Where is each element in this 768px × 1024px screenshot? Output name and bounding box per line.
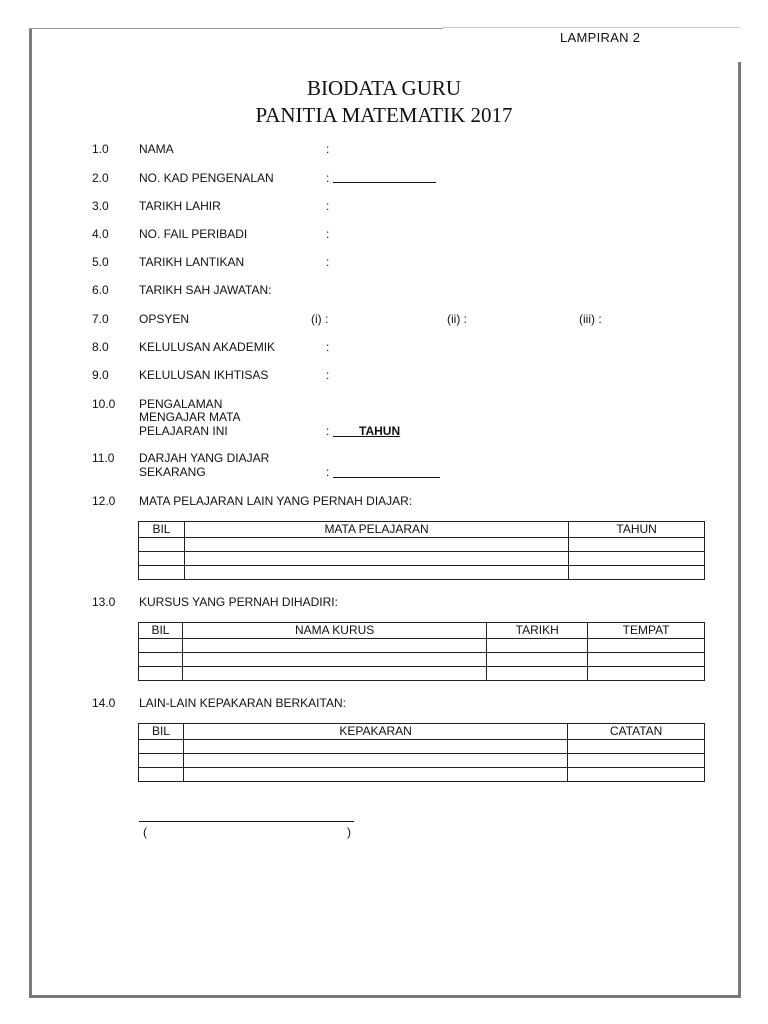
- table-cell[interactable]: [588, 653, 705, 667]
- section-label-kepakaran: LAIN-LAIN KEPAKARAN BERKAITAN:: [139, 696, 346, 710]
- document-subtitle: PANITIA MATEMATIK 2017: [255, 103, 513, 127]
- column-header: TARIKH: [487, 623, 588, 639]
- field-colon: :: [326, 424, 330, 438]
- field-colon: :: [326, 255, 330, 269]
- column-header: MATA PELAJARAN: [184, 522, 568, 538]
- table-cell[interactable]: [183, 740, 567, 754]
- table-row: [139, 754, 705, 768]
- field-colon: :: [326, 199, 330, 213]
- table-cell[interactable]: [139, 667, 183, 681]
- table-cell[interactable]: [139, 552, 185, 566]
- field-label-darjah-1: DARJAH YANG DIAJAR: [139, 451, 270, 465]
- field-number: 10.0: [92, 397, 116, 411]
- table-row: [139, 566, 705, 580]
- answer-line: [333, 477, 440, 478]
- signature-close-paren: ): [347, 825, 351, 839]
- table-cell[interactable]: [183, 754, 567, 768]
- column-header: NAMA KURUS: [182, 623, 486, 639]
- column-header: CATATAN: [568, 724, 705, 740]
- table-cell[interactable]: [487, 667, 588, 681]
- table-row: [139, 653, 705, 667]
- page-border-right: [738, 62, 741, 998]
- section-label-mata-pelajaran: MATA PELAJARAN LAIN YANG PERNAH DIAJAR:: [139, 494, 413, 508]
- option-i-label: (i) :: [311, 312, 329, 326]
- section-number: 13.0: [92, 595, 116, 609]
- table-cell[interactable]: [139, 754, 184, 768]
- table-cell[interactable]: [588, 667, 705, 681]
- field-label-kad-pengenalan: NO. KAD PENGENALAN: [139, 171, 274, 185]
- table-cell[interactable]: [139, 566, 185, 580]
- field-colon: :: [326, 465, 330, 479]
- answer-line: [333, 182, 436, 183]
- signature-line: [139, 821, 354, 822]
- table-cell[interactable]: [182, 667, 486, 681]
- table-cell[interactable]: [568, 754, 705, 768]
- field-colon: :: [326, 368, 330, 382]
- field-label-opsyen: OPSYEN: [139, 312, 190, 326]
- section-label-kursus: KURSUS YANG PERNAH DIHADIRI:: [139, 595, 338, 609]
- table-row: [139, 768, 705, 782]
- field-label-kelulusan-ikhtisas: KELULUSAN IKHTISAS: [139, 368, 269, 382]
- table-cell[interactable]: [182, 639, 486, 653]
- table-cell[interactable]: [183, 768, 567, 782]
- field-number: 6.0: [92, 283, 109, 297]
- table-row: [139, 667, 705, 681]
- signature-open-paren: (: [143, 825, 147, 839]
- field-colon: :: [326, 171, 330, 185]
- field-colon: :: [326, 340, 330, 354]
- column-header: BIL: [139, 623, 183, 639]
- column-header: TEMPAT: [588, 623, 705, 639]
- table-cell[interactable]: [568, 768, 705, 782]
- table-cell[interactable]: [184, 566, 568, 580]
- section-number: 14.0: [92, 696, 116, 710]
- field-number: 11.0: [92, 451, 115, 465]
- field-label-kelulusan-akademik: KELULUSAN AKADEMIK: [139, 340, 276, 354]
- table-cell[interactable]: [139, 639, 183, 653]
- option-iii-label: (iii) :: [579, 312, 602, 326]
- column-header: BIL: [139, 522, 185, 538]
- table-cell[interactable]: [139, 768, 184, 782]
- section-number: 12.0: [92, 494, 116, 508]
- table-header-row: [139, 522, 705, 538]
- document-title: BIODATA GURU: [306, 76, 462, 100]
- field-number: 3.0: [92, 199, 109, 213]
- answer-line: [333, 436, 359, 437]
- field-label-nama: NAMA: [139, 142, 174, 156]
- field-label-pengalaman-3: PELAJARAN INI: [139, 424, 228, 438]
- table-cell[interactable]: [139, 538, 185, 552]
- table-cell[interactable]: [569, 552, 705, 566]
- field-label-tarikh-lahir: TARIKH LAHIR: [139, 199, 221, 213]
- table-cell[interactable]: [569, 538, 705, 552]
- field-colon: :: [326, 227, 330, 241]
- page-border-left: [29, 29, 32, 998]
- table-header-row: [139, 623, 705, 639]
- table-cell[interactable]: [184, 538, 568, 552]
- table-cell[interactable]: [139, 653, 183, 667]
- table-cell[interactable]: [569, 566, 705, 580]
- table-cell[interactable]: [487, 653, 588, 667]
- field-number: 1.0: [92, 142, 109, 156]
- table-cell[interactable]: [487, 639, 588, 653]
- field-label-tarikh-lantikan: TARIKH LANTIKAN: [139, 255, 245, 269]
- table-cell[interactable]: [139, 740, 184, 754]
- attachment-label: LAMPIRAN 2: [560, 30, 641, 45]
- column-header: KEPAKARAN: [183, 724, 567, 740]
- page-border-top: [29, 28, 443, 29]
- table-header-row: [139, 724, 705, 740]
- table-row: [139, 639, 705, 653]
- field-number: 9.0: [92, 368, 109, 382]
- table-cell[interactable]: [568, 740, 705, 754]
- table-row: [139, 552, 705, 566]
- table-row: [139, 740, 705, 754]
- subjects-table: [138, 521, 705, 580]
- field-colon: :: [326, 142, 330, 156]
- page-border-bottom: [29, 995, 741, 998]
- expertise-table: [138, 723, 705, 782]
- column-header: TAHUN: [569, 522, 705, 538]
- table-cell[interactable]: [184, 552, 568, 566]
- option-ii-label: (ii) :: [447, 312, 467, 326]
- field-label-pengalaman-2: MENGAJAR MATA: [139, 410, 241, 424]
- table-cell[interactable]: [588, 639, 705, 653]
- field-number: 7.0: [92, 312, 109, 326]
- field-number: 4.0: [92, 227, 109, 241]
- field-label-darjah-2: SEKARANG: [139, 465, 206, 479]
- table-cell[interactable]: [182, 653, 486, 667]
- tahun-unit: TAHUN: [359, 424, 401, 438]
- table-row: [139, 538, 705, 552]
- field-number: 8.0: [92, 340, 109, 354]
- page-border-top-right: [443, 27, 740, 28]
- column-header: BIL: [139, 724, 184, 740]
- courses-table: [138, 622, 705, 681]
- field-number: 5.0: [92, 255, 109, 269]
- field-label-tarikh-sah-jawatan: TARIKH SAH JAWATAN:: [139, 283, 272, 297]
- field-label-fail-peribadi: NO. FAIL PERIBADI: [139, 227, 248, 241]
- field-label-pengalaman-1: PENGALAMAN: [139, 397, 223, 411]
- field-number: 2.0: [92, 171, 109, 185]
